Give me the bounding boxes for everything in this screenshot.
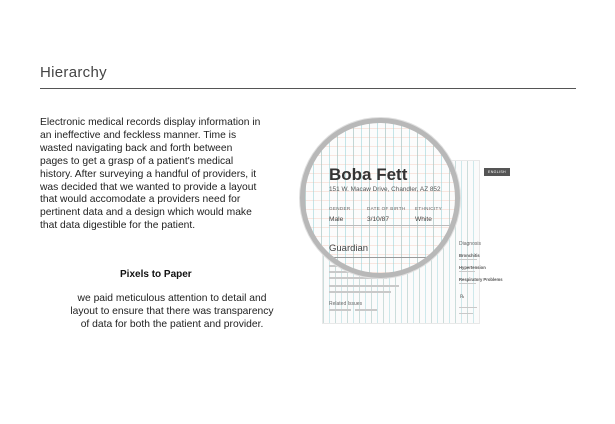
gender-value: Male xyxy=(329,216,344,223)
record-text-line xyxy=(459,307,477,308)
magnifier-lens xyxy=(300,118,460,278)
language-badge: ENGLISH xyxy=(484,168,510,176)
title-divider xyxy=(40,88,576,89)
patient-name: Boba Fett xyxy=(329,165,408,184)
ethnicity-value: White xyxy=(415,216,432,223)
diagnosis-item: Respiratory Problems xyxy=(459,277,503,282)
record-text-line xyxy=(459,259,477,260)
ethnicity-label: ETHNICITY xyxy=(415,206,442,211)
lens-divider xyxy=(329,225,459,226)
subsection-paragraph: we paid meticulous attention to detail and layout to ensure that there was transparency of data for both the patient and provider. xyxy=(70,293,274,330)
guardian-divider xyxy=(329,257,459,258)
related-issues-heading: Related Issues xyxy=(329,301,363,307)
subsection-title: Pixels to Paper xyxy=(120,269,192,280)
patient-address: 151 W. Macaw Drive, Chandler, AZ 852 xyxy=(329,186,441,193)
intro-paragraph: Electronic medical records display information in an ineffective and feckless manner. Time is wasted navigating back and forth between pages to get a grasp of a patient's medical history. After surveying a handful of providers, it was decided that we wanted to provide a layout that would accomodate a providers need for pertinent data and a design which would make that data digestible for the patient. xyxy=(40,117,261,232)
record-text-line xyxy=(329,291,391,293)
rx-icon: ℞ xyxy=(460,294,465,300)
record-text-line xyxy=(355,309,377,311)
record-text-line xyxy=(459,271,475,272)
record-text-line xyxy=(329,285,399,287)
section-title: Hierarchy xyxy=(40,64,107,81)
guardian-heading: Guardian xyxy=(329,243,369,254)
diagnosis-item: Hypertension xyxy=(459,265,486,270)
diagnosis-heading: Diagnosis xyxy=(459,241,481,247)
dob-value: 3/10/87 xyxy=(367,216,389,223)
gender-label: GENDER xyxy=(329,206,351,211)
diagnosis-item: Bronchitis xyxy=(459,253,480,258)
dob-label: DATE OF BIRTH xyxy=(367,206,406,211)
record-text-line xyxy=(459,313,473,314)
record-text-line xyxy=(329,309,351,311)
record-text-line xyxy=(459,283,476,284)
